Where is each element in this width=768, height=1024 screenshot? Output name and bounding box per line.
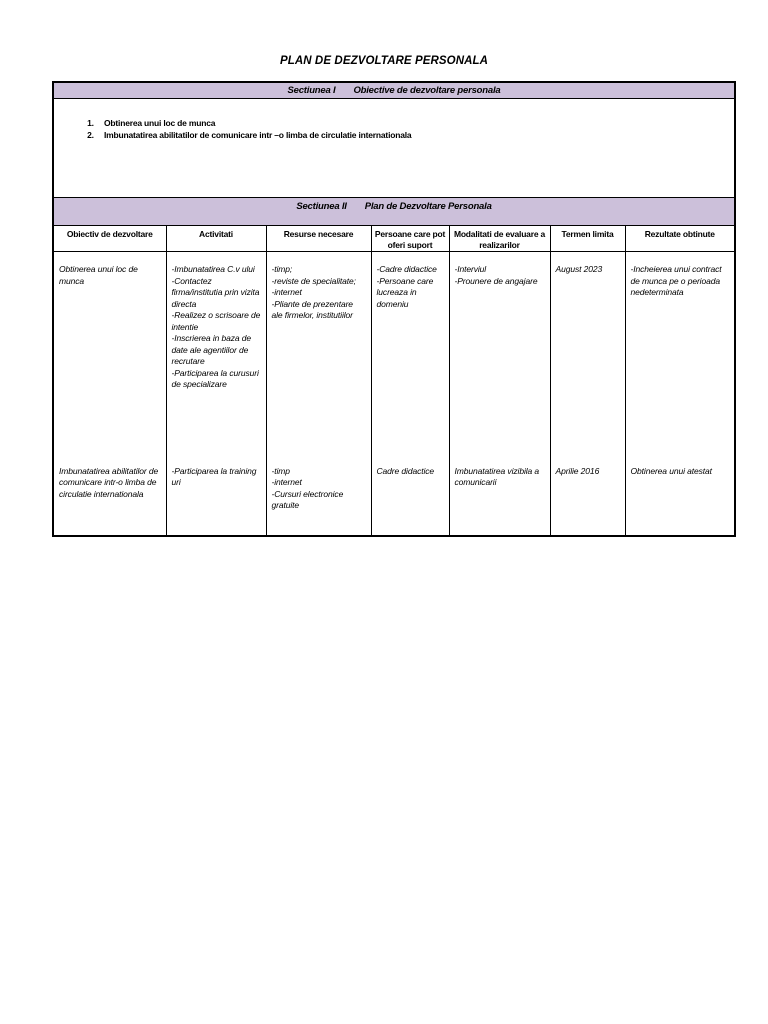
cell-objective: Obtinerea unui loc de munca — [54, 252, 166, 460]
cell-deadline: Aprilie 2016 — [550, 460, 625, 535]
objective-item: 1. Obtinerea unui loc de munca — [96, 117, 734, 129]
activity-item: -Participarea la curusuri de specializare — [171, 367, 259, 389]
column-header-results: Rezultate obtinute — [625, 226, 734, 252]
section-1-name: Obiective de dezvoltare personala — [353, 85, 501, 96]
activity-item: -Contactez firma/institutia prin vizita directa — [171, 275, 260, 309]
column-header-objective: Obiectiv de dezvoltare — [54, 226, 166, 252]
column-header-support: Persoane care pot oferi suport — [371, 226, 449, 252]
resource-item: -timp; — [271, 264, 293, 274]
evaluation-item: -Prounere de angajare — [454, 275, 538, 286]
resource-item: -Cursuri electronice gratuite — [271, 488, 344, 510]
section-2-header — [54, 198, 734, 226]
cell-resources — [266, 460, 371, 535]
cell-activities — [166, 252, 266, 460]
table-row — [54, 460, 734, 535]
section-2-number: Sectiunea II — [296, 201, 347, 212]
table-row — [54, 252, 734, 460]
resource-item: -internet — [271, 477, 302, 487]
cell-evaluation — [449, 460, 550, 535]
activity-item: -Inscrierea in baza de date ale agentiilor de recrutare — [171, 333, 252, 366]
cell-results: -Incheierea unui contract de munca pe o perioada nedeterminata — [630, 264, 722, 297]
table-header-row — [54, 226, 734, 252]
column-header-deadline: Termen limita — [550, 226, 625, 252]
page-title: PLAN DE DEZVOLTARE PERSONALA — [279, 55, 489, 67]
section-2-name: Plan de Dezvoltare Personala — [364, 201, 492, 212]
resource-item: -internet — [271, 287, 302, 297]
cell-deadline: August 2023 — [550, 252, 625, 460]
support-item: -Persoane care lucreaza in domeniu — [376, 275, 434, 309]
resource-item: -reviste de specialitate; — [271, 275, 356, 286]
cell-resources — [266, 252, 371, 460]
resource-item: -timp — [271, 465, 290, 476]
cell-support — [371, 252, 449, 460]
column-header-activities: Activitati — [166, 226, 266, 252]
column-header-resources: Resurse necesare — [266, 226, 371, 252]
section-1-header — [54, 83, 734, 99]
activity-item: -Imbunatatirea C.v ului — [171, 264, 255, 274]
plan-table — [54, 226, 734, 535]
cell-objective: Imbunatatirea abilitatilor de comunicare intr-o limba de circulatie internationala — [54, 460, 166, 535]
objectives-list — [54, 117, 734, 141]
column-header-evaluation: Modalitati de evaluare a realizarilor — [449, 226, 550, 252]
activity-item: -Participarea la training uri — [171, 465, 257, 487]
cell-activities — [166, 460, 266, 535]
activity-item: -Realizez o scrisoare de intentie — [171, 310, 261, 332]
support-item: Cadre didactice — [376, 465, 435, 476]
evaluation-item: Imbunatatirea vizibila a comunicarii — [454, 465, 540, 487]
evaluation-item: -Interviul — [454, 264, 487, 274]
cell-support — [371, 460, 449, 535]
section-1-number: Sectiunea I — [287, 85, 336, 96]
support-item: -Cadre didactice — [376, 264, 437, 274]
objective-item: 2. Imbunatatirea abilitatilor de comunicare intr –o limba de circulatie internationala — [96, 129, 734, 141]
development-plan-frame — [52, 81, 736, 537]
cell-results: Obtinerea unui atestat — [630, 465, 712, 476]
cell-evaluation — [449, 252, 550, 460]
objectives-list-area — [54, 99, 734, 198]
resource-item: -Pliante de prezentare ale firmelor, institutiilor — [271, 298, 353, 320]
